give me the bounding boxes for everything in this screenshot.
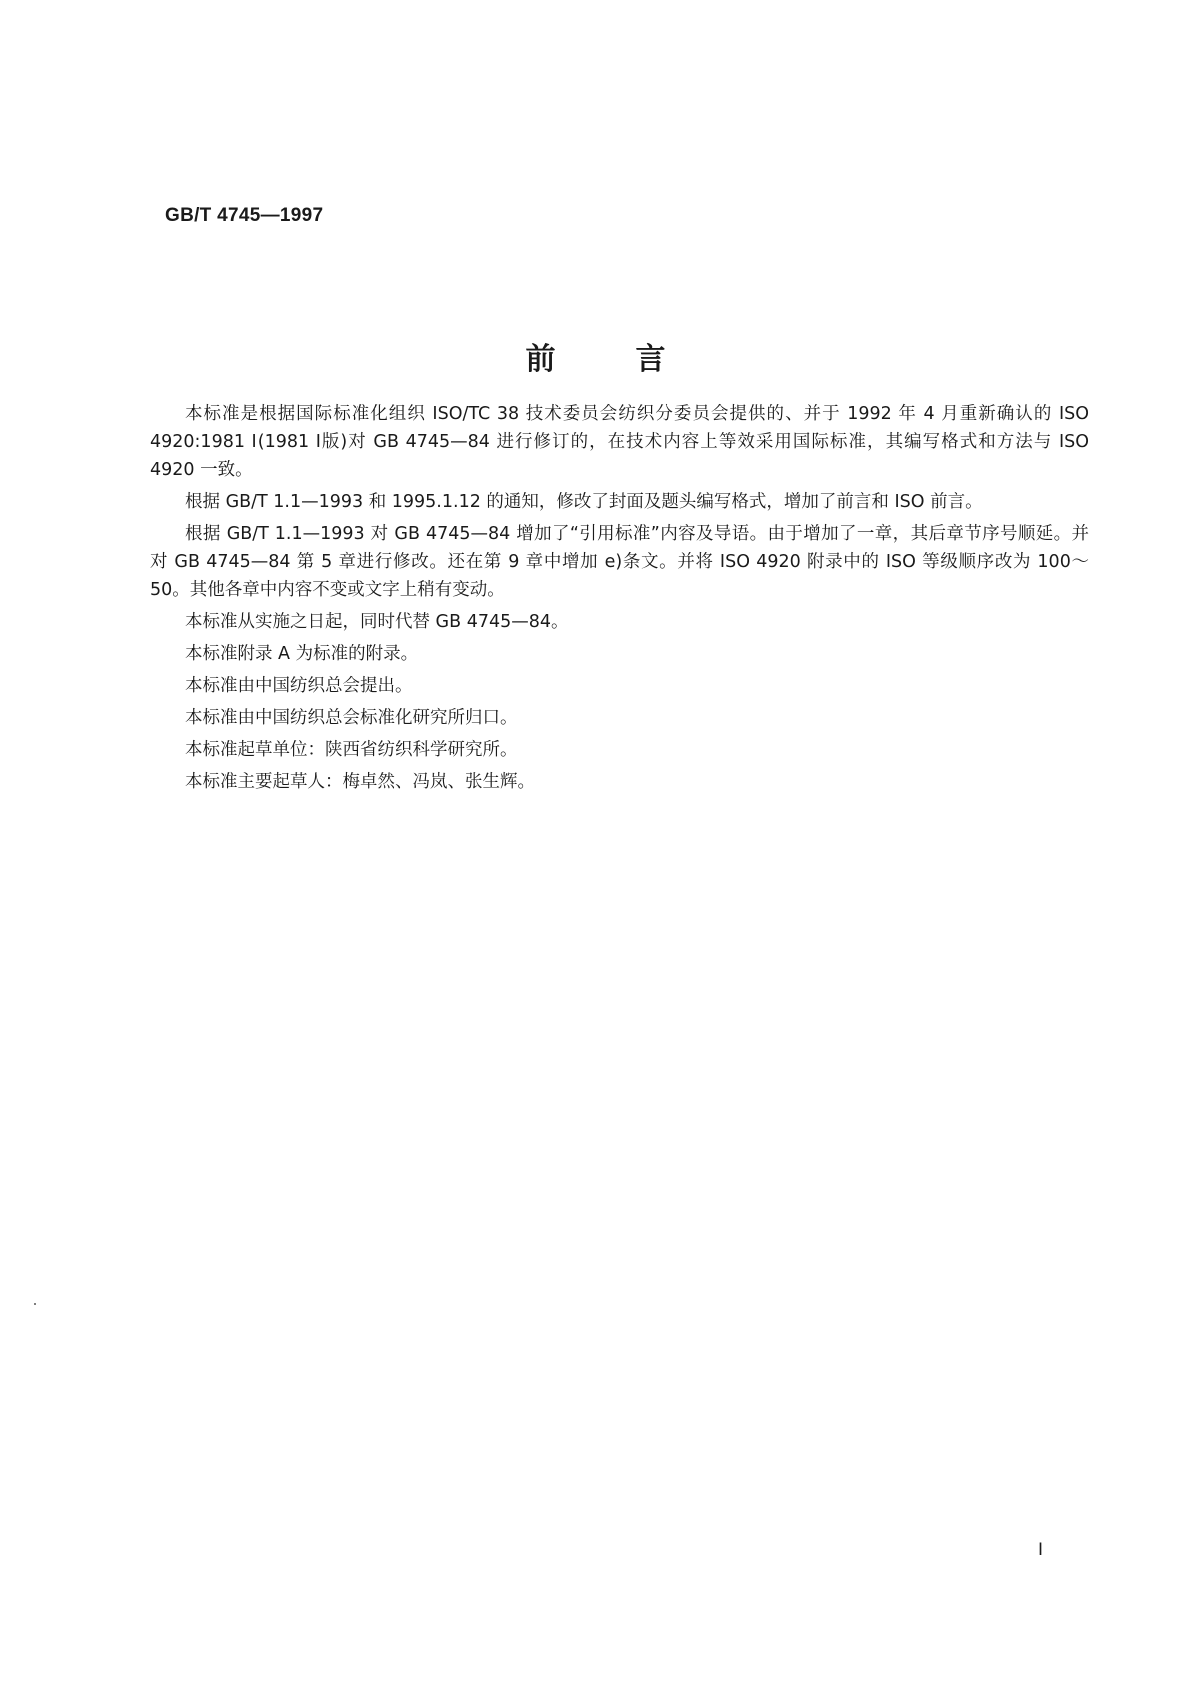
page-title: 前言 (525, 342, 746, 377)
page-number: Ⅰ (1038, 1540, 1044, 1559)
standard-number: GB/T 4745—1997 (165, 205, 324, 226)
paragraph-annex: 本标准附录 A 为标准的附录。 (185, 644, 419, 664)
paragraph-responsible-body: 本标准由中国纺织总会标准化研究所归口。 (185, 708, 518, 728)
paragraph-proposer: 本标准由中国纺织总会提出。 (185, 676, 413, 696)
paragraph-revision-basis: 本标准是根据国际标准化组织 ISO/TC 38 技术委员会纺织分委员会提供的、并于 1992 年 4 月重新确认的 ISO 4920:1981 Ⅰ(1981 Ⅰ版)对 GB 4745—84 进行修订的，在技术内容上等效采用国际标准，其编写格式和方法与 ISO 4920 一致。 (150, 404, 1089, 480)
paragraph-drafters: 本标准主要起草人：梅卓然、冯岚、张生辉。 (185, 772, 535, 792)
paragraph-content-changes: 根据 GB/T 1.1—1993 对 GB 4745—84 增加了“引用标准”内容及导语。由于增加了一章，其后章节序号顺延。并对 GB 4745—84 第 5 章进行修改。还在第 9 章中增加 e)条文。并将 ISO 4920 附录中的 ISO 等级顺序改为 100～50。其他各章中内容不变或文字上稍有变动。 (150, 524, 1089, 600)
foreword-body (150, 400, 1089, 800)
scan-speck (34, 1303, 36, 1305)
paragraph-replacement: 本标准从实施之日起，同时代替 GB 4745—84。 (185, 612, 569, 632)
paragraph-drafting-unit: 本标准起草单位：陕西省纺织科学研究所。 (185, 740, 518, 760)
paragraph-format-change: 根据 GB/T 1.1—1993 和 1995.1.12 的通知，修改了封面及题头编写格式，增加了前言和 ISO 前言。 (185, 492, 983, 512)
